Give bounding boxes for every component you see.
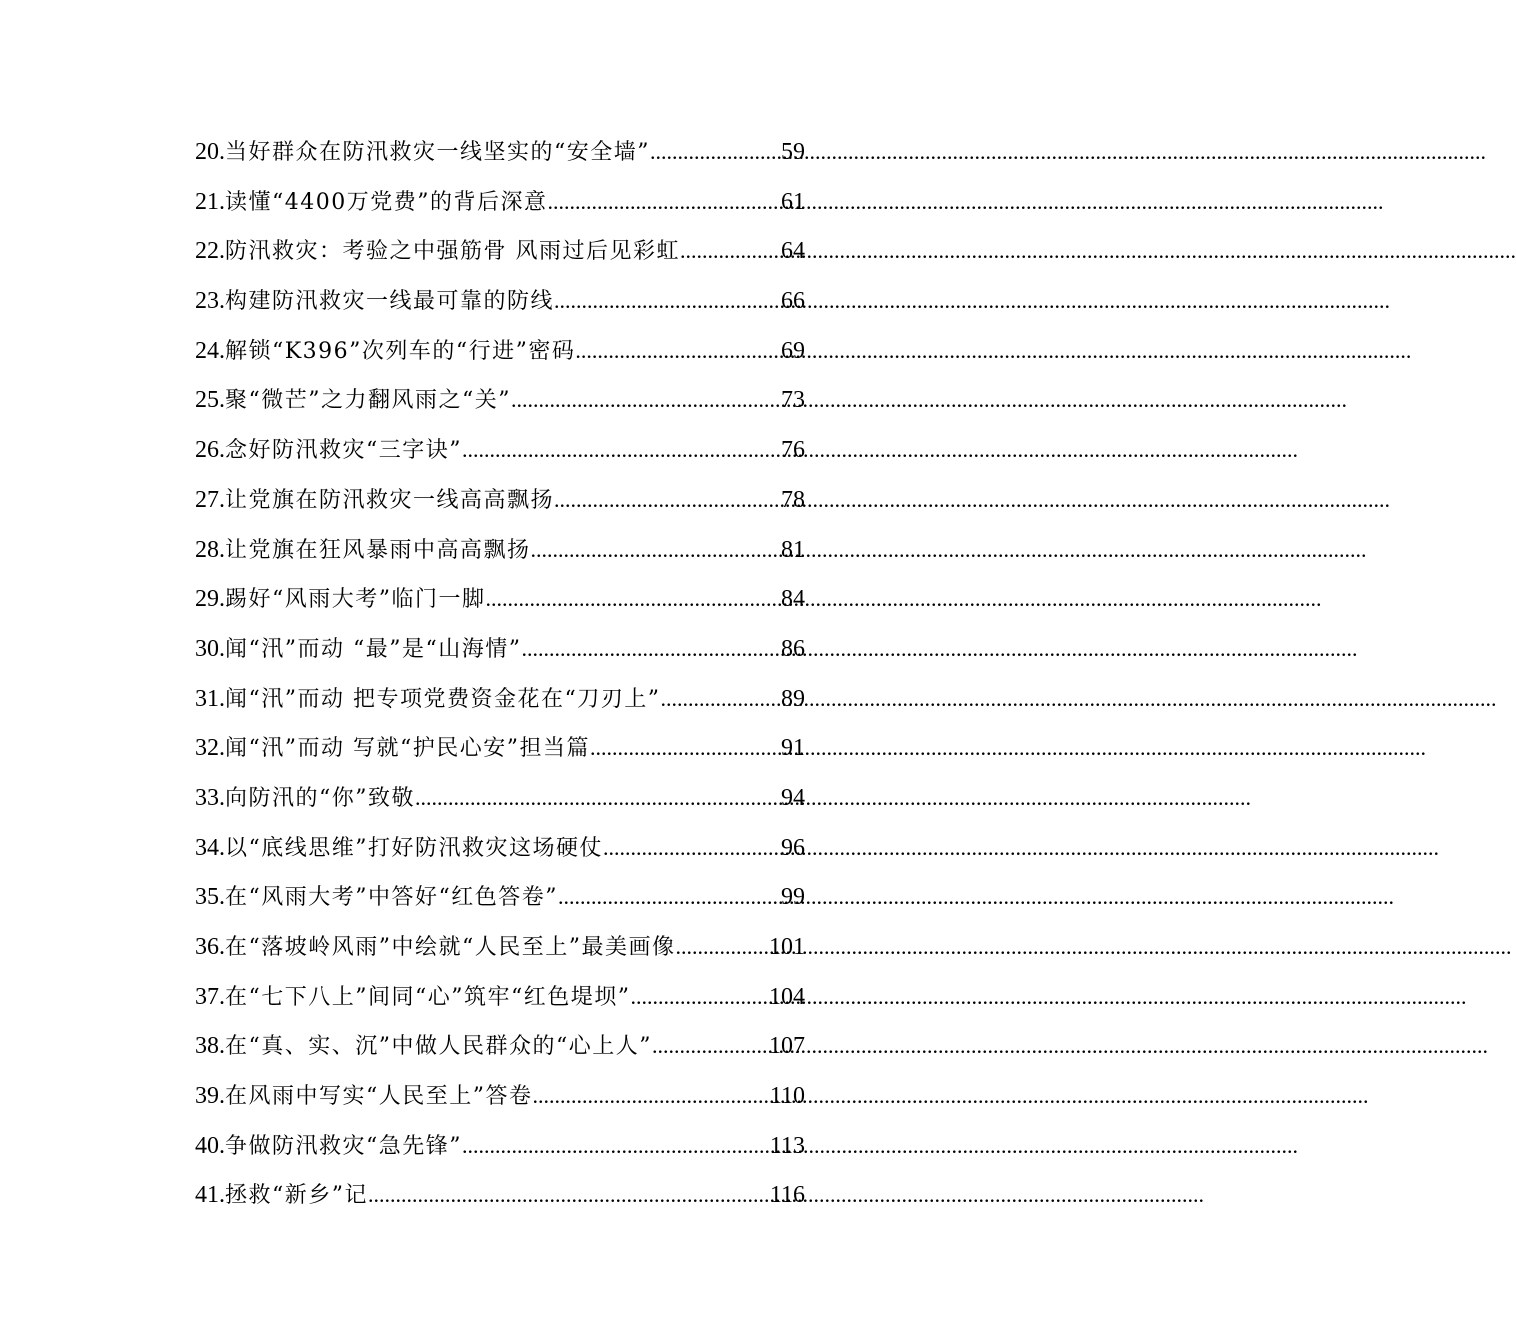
entry-page-number: 113 bbox=[769, 1132, 805, 1159]
entry-page-number: 116 bbox=[769, 1182, 805, 1209]
toc-entry[interactable] bbox=[195, 177, 805, 227]
entry-page-number: 86 bbox=[781, 635, 805, 662]
entry-number: 23. bbox=[195, 288, 225, 315]
entry-title: 争做防汛救灾“急先锋” bbox=[225, 1133, 462, 1159]
toc-entry[interactable] bbox=[195, 226, 805, 276]
entry-title: 让党旗在防汛救灾一线高高飘扬 bbox=[225, 487, 555, 513]
toc-entry[interactable] bbox=[195, 1121, 805, 1171]
toc-entry[interactable] bbox=[195, 475, 805, 525]
dot-leader bbox=[554, 276, 781, 326]
toc-entry[interactable] bbox=[195, 326, 805, 376]
entry-number: 21. bbox=[195, 188, 225, 215]
toc-entry[interactable] bbox=[195, 972, 805, 1022]
toc-entry[interactable] bbox=[195, 525, 805, 575]
entry-number: 31. bbox=[195, 685, 225, 712]
entry-title: 闻“汛”而动 把专项党费资金花在“刀刃上” bbox=[225, 686, 661, 712]
entry-page-number: 76 bbox=[781, 437, 805, 464]
entry-page-number: 89 bbox=[781, 685, 805, 712]
entry-page-number: 94 bbox=[781, 784, 805, 811]
entry-title: 聚“微芒”之力翻风雨之“关” bbox=[225, 388, 511, 414]
entry-number: 38. bbox=[195, 1033, 225, 1060]
entry-number: 34. bbox=[195, 834, 225, 861]
entry-title: 在风雨中写实“人民至上”答卷 bbox=[225, 1084, 533, 1110]
entry-number: 40. bbox=[195, 1132, 225, 1159]
entry-number: 30. bbox=[195, 635, 225, 662]
entry-title: 防汛救灾：考验之中强筋骨 风雨过后见彩虹 bbox=[225, 239, 680, 265]
entry-number: 27. bbox=[195, 486, 225, 513]
toc-entry[interactable] bbox=[195, 723, 805, 773]
entry-page-number: 101 bbox=[769, 934, 805, 960]
dot-leader bbox=[630, 972, 769, 1022]
entry-title: 闻“汛”而动 “最”是“山海情” bbox=[225, 636, 522, 662]
dot-leader bbox=[486, 574, 782, 624]
dot-leader bbox=[603, 823, 781, 873]
entry-number: 28. bbox=[195, 536, 225, 563]
dot-leader bbox=[368, 1170, 770, 1220]
entry-page-number: 84 bbox=[781, 586, 805, 613]
table-of-contents bbox=[195, 127, 805, 1220]
dot-leader bbox=[511, 375, 781, 425]
entry-title: 解锁“K396”次列车的“行进”密码 bbox=[225, 338, 576, 364]
dot-leader bbox=[531, 525, 781, 575]
dot-leader bbox=[558, 872, 781, 922]
dot-leader bbox=[462, 1121, 770, 1171]
entry-title: 拯救“新乡”记 bbox=[225, 1183, 368, 1209]
entry-page-number: 59 bbox=[781, 139, 805, 165]
entry-number: 29. bbox=[195, 586, 225, 613]
entry-page-number: 64 bbox=[781, 238, 805, 265]
entry-page-number: 66 bbox=[781, 288, 805, 315]
entry-title: 踢好“风雨大考”临门一脚 bbox=[225, 587, 486, 613]
entry-title: 在“落坡岭风雨”中绘就“人民至上”最美画像 bbox=[225, 935, 676, 960]
entry-number: 32. bbox=[195, 735, 225, 762]
dot-leader bbox=[554, 475, 781, 525]
entry-title: 在“真、实、沉”中做人民群众的“心上人” bbox=[225, 1034, 652, 1060]
entry-title: 以“底线思维”打好防汛救灾这场硬仗 bbox=[225, 835, 603, 861]
dot-leader bbox=[575, 326, 781, 376]
toc-entry[interactable] bbox=[195, 1071, 805, 1121]
entry-title: 在“七下八上”间同“心”筑牢“红色堤坝” bbox=[225, 984, 631, 1010]
entry-number: 25. bbox=[195, 387, 225, 414]
dot-leader bbox=[650, 127, 781, 177]
dot-leader bbox=[676, 922, 770, 972]
toc-entry[interactable] bbox=[195, 276, 805, 326]
toc-entry[interactable] bbox=[195, 922, 805, 972]
dot-leader bbox=[462, 425, 781, 475]
toc-entry[interactable] bbox=[195, 574, 805, 624]
toc-entry[interactable] bbox=[195, 624, 805, 674]
entry-title: 读懂“4400万党费”的背后深意 bbox=[225, 189, 548, 215]
dot-leader bbox=[660, 674, 781, 724]
dot-leader bbox=[590, 723, 781, 773]
dot-leader bbox=[652, 1021, 769, 1071]
toc-entry[interactable] bbox=[195, 674, 805, 724]
toc-entry[interactable] bbox=[195, 773, 805, 823]
toc-entry[interactable] bbox=[195, 823, 805, 873]
entry-page-number: 110 bbox=[769, 1083, 805, 1110]
entry-title: 当好群众在防汛救灾一线坚实的“安全墙” bbox=[225, 140, 650, 165]
entry-title: 在“风雨大考”中答好“红色答卷” bbox=[225, 885, 558, 911]
dot-leader bbox=[533, 1071, 770, 1121]
entry-page-number: 107 bbox=[769, 1033, 805, 1060]
dot-leader bbox=[521, 624, 781, 674]
entry-title: 向防汛的“你”致敬 bbox=[225, 785, 415, 811]
entry-number: 24. bbox=[195, 337, 225, 364]
entry-page-number: 104 bbox=[769, 983, 805, 1010]
entry-page-number: 96 bbox=[781, 834, 805, 861]
entry-page-number: 69 bbox=[781, 337, 805, 364]
dot-leader bbox=[547, 177, 781, 227]
entry-page-number: 73 bbox=[781, 387, 805, 414]
entry-title: 念好防汛救灾“三字诀” bbox=[225, 438, 462, 464]
toc-entry[interactable] bbox=[195, 425, 805, 475]
toc-entry[interactable] bbox=[195, 872, 805, 922]
toc-entry[interactable] bbox=[195, 127, 805, 177]
entry-number: 35. bbox=[195, 884, 225, 911]
toc-entry[interactable] bbox=[195, 375, 805, 425]
entry-number: 20. bbox=[195, 139, 225, 165]
entry-number: 36. bbox=[195, 934, 225, 960]
toc-entry[interactable] bbox=[195, 1170, 805, 1220]
entry-title: 构建防汛救灾一线最可靠的防线 bbox=[225, 289, 555, 315]
dot-leader bbox=[415, 773, 781, 823]
entry-title: 闻“汛”而动 写就“护民心安”担当篇 bbox=[225, 736, 590, 762]
entry-number: 33. bbox=[195, 784, 225, 811]
toc-entry[interactable] bbox=[195, 1021, 805, 1071]
entry-page-number: 99 bbox=[781, 884, 805, 911]
dot-leader bbox=[680, 226, 781, 276]
entry-number: 22. bbox=[195, 238, 225, 265]
entry-number: 37. bbox=[195, 983, 225, 1010]
entry-number: 41. bbox=[195, 1182, 225, 1209]
entry-number: 26. bbox=[195, 437, 225, 464]
entry-title: 让党旗在狂风暴雨中高高飘扬 bbox=[225, 537, 531, 563]
entry-page-number: 78 bbox=[781, 486, 805, 513]
entry-page-number: 61 bbox=[781, 188, 805, 215]
entry-page-number: 81 bbox=[781, 536, 805, 563]
entry-page-number: 91 bbox=[781, 735, 805, 762]
entry-number: 39. bbox=[195, 1083, 225, 1110]
